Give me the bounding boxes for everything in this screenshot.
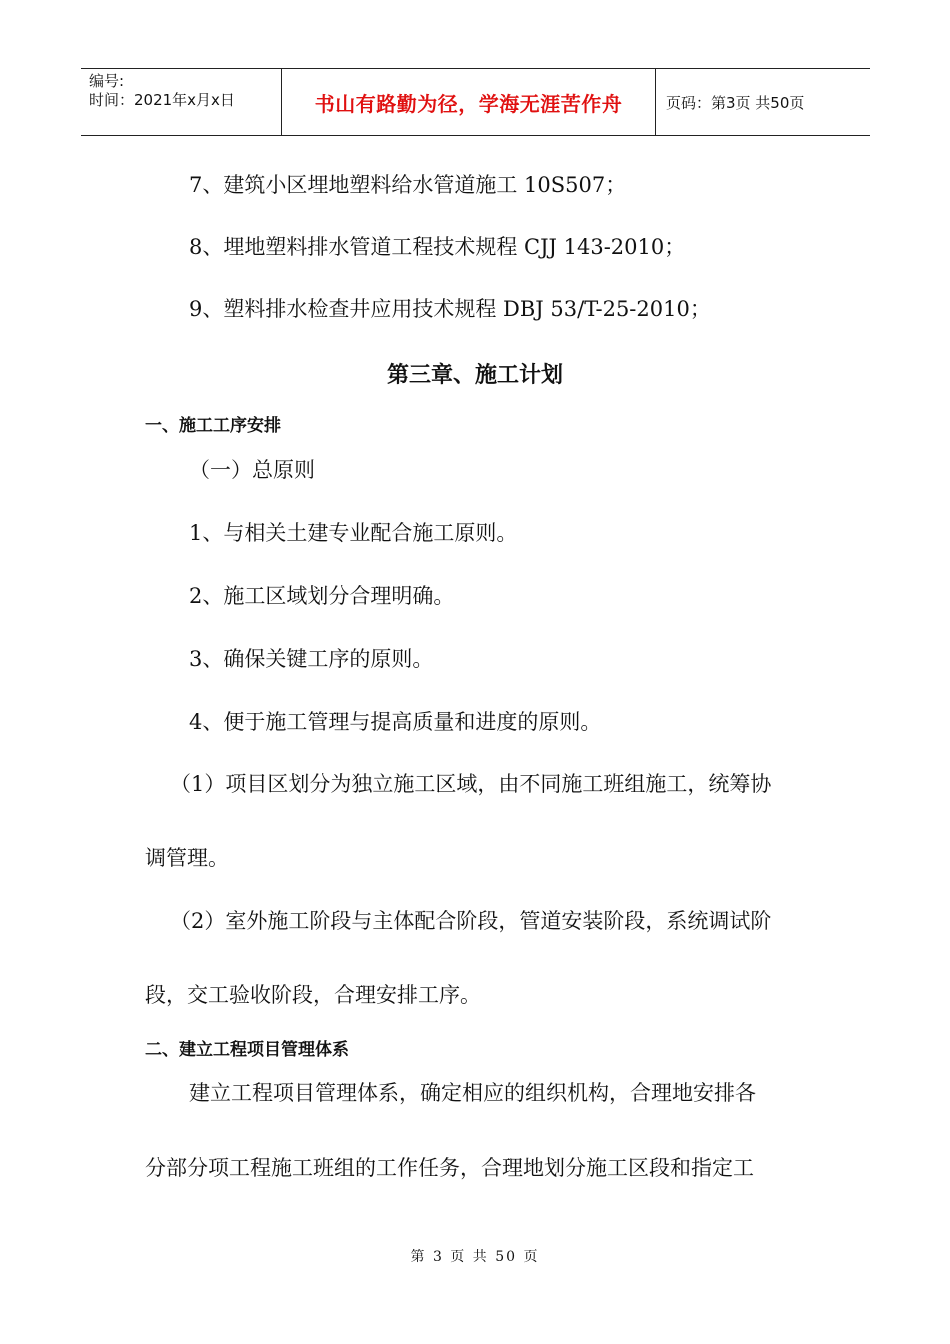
- header-motto: 书山有路勤为径，学海无涯苦作舟: [282, 69, 656, 135]
- paragraph-line-2: 分部分项工程施工班组的工作任务，合理地划分施工区段和指定工: [145, 1156, 754, 1180]
- page-header: [81, 68, 870, 136]
- section-title-1: 一、施工工序安排: [145, 416, 281, 436]
- reference-item-9: 9、塑料排水检查井应用技术规程 DBJ 53/T-25-2010；: [189, 297, 711, 321]
- header-page-info: 页码：第3页 共50页: [666, 93, 805, 112]
- header-date-label: 时间：2021年x月x日: [89, 91, 235, 109]
- page-footer: 第 3 页 共 50 页: [410, 1249, 540, 1265]
- principle-item-1: 1、与相关土建专业配合施工原则。: [189, 521, 518, 545]
- header-meta: [81, 69, 282, 135]
- principle-item-4: 4、便于施工管理与提高质量和进度的原则。: [189, 710, 602, 734]
- reference-item-8: 8、埋地塑料排水管道工程技术规程 CJJ 143-2010；: [189, 235, 686, 259]
- header-number-label: 编号:: [89, 72, 125, 90]
- principle-item-2: 2、施工区域划分合理明确。: [189, 584, 455, 608]
- detail-item-1-line-2: 调管理。: [145, 846, 229, 870]
- subsection-title: （一）总原则: [189, 458, 315, 482]
- reference-item-7: 7、建筑小区埋地塑料给水管道施工 10S507；: [189, 173, 627, 197]
- principle-item-3: 3、确保关键工序的原则。: [189, 647, 434, 671]
- detail-item-2-line-1: （2）室外施工阶段与主体配合阶段，管道安装阶段，系统调试阶: [170, 909, 772, 933]
- detail-item-2-line-2: 段，交工验收阶段，合理安排工序。: [145, 983, 481, 1007]
- section-title-2: 二、建立工程项目管理体系: [145, 1040, 349, 1060]
- chapter-title: 第三章、施工计划: [386, 363, 563, 388]
- paragraph-line-1: 建立工程项目管理体系，确定相应的组织机构，合理地安排各: [189, 1081, 756, 1105]
- detail-item-1-line-1: （1）项目区划分为独立施工区域，由不同施工班组施工，统筹协: [170, 772, 772, 796]
